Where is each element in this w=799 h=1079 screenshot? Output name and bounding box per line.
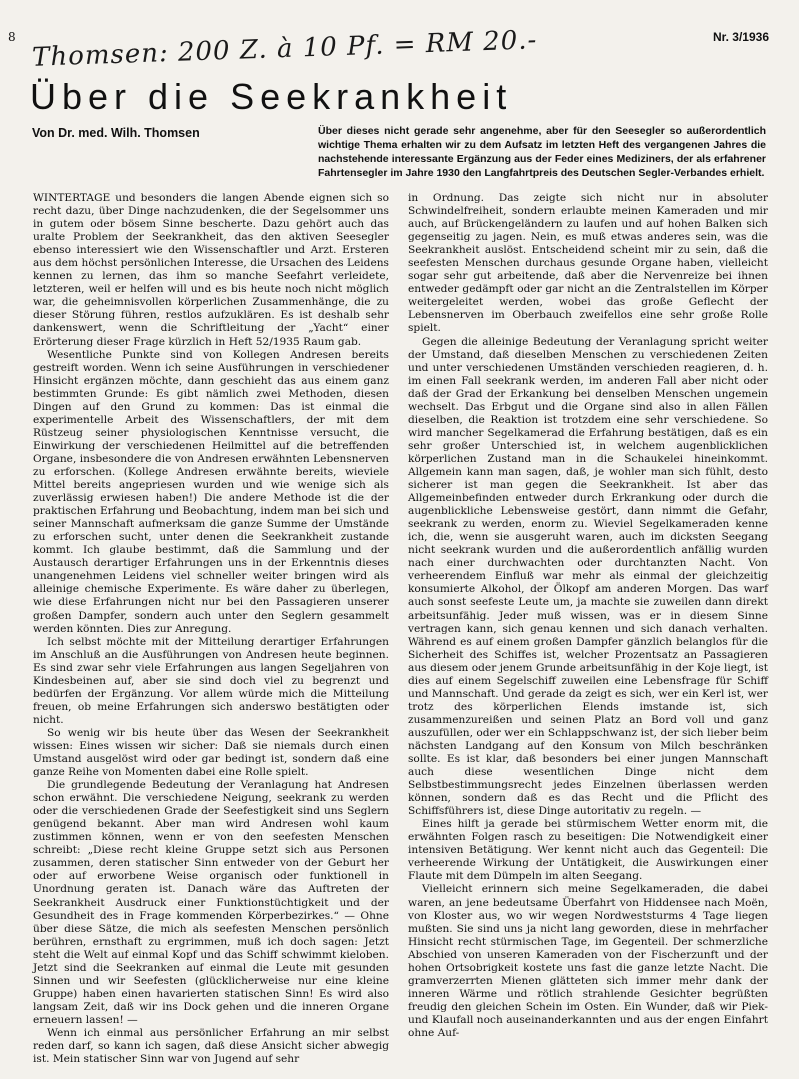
left-column [33,192,389,1066]
paragraph: Ich selbst möchte mit der Mitteilung derartiger Erfahrungen im Anschluß an die Ausführungen von Andresen heute beginnen. Es sind zwar sehr viele Erfahrungen aus langen Segeljahren von Kindesbeinen auf, aber sie sind doch viel zu begrenzt und bedürfen der Ergänzung. Vor allem würde mich die Mitteilung freuen, ob meine Erfahrungen sich anderswo bestätigten oder nicht. [33,635,389,726]
issue-number: Nr. 3/1936 [712,30,769,44]
article-author: Von Dr. med. Wilh. Thomsen [32,126,200,140]
paragraph: So wenig wir bis heute über das Wesen der Seekrankheit wissen: Eines wissen wir sicher: Daß sie niemals durch einen Umstand ausgelöst wird oder gar bedingt ist, sondern daß eine ganze Reihe von Momenten dabei eine Rolle spielt. [33,726,389,779]
article-intro: Über dieses nicht gerade sehr angenehme, aber für den Seesegler so außerordentlich wichtige Thema erhalten wir zu dem Aufsatz im letzten Heft des vergangenen Jahres die nachstehende interessante Ergänzung aus der Feder eines Mediziners, der als erfahrener Fahrtensegler im Jahre 1930 den Langfahrtpreis des Deutschen Segler-Verbandes erhielt. [318,125,766,179]
paragraph: Vielleicht erinnern sich meine Segelkameraden, die dabei waren, an jene bedeutsame Überfahrt von Hiddensee nach Moën, von Kloster aus, wo wir wegen Nordweststurms 4 Tage liegen mußten. Sie sind uns ja nicht lang geworden, diese in mehrfacher Hinsicht recht stürmischen Tage, im Gegenteil. Der schmerzliche Abschied von unseren Kameraden von der Fischerzunft und der hohen Ortsobrigkeit kostete uns fast die ganze letzte Nacht. Die gramverzerrten Mienen glätteten sich immer mehr dank der inneren Wärme und rötlich strahlende Gesichter begrüßten freudig den gleichen Schein im Osten. Ein Wunder, daß wir Piek- und Klaufall noch auseinanderkannten und aus der engen Einfahrt ohne Auf- [408,883,768,1039]
paragraph: Wenn ich einmal aus persönlicher Erfahrung an mir selbst reden darf, so kann ich sagen, daß diese Ansicht sicher abwegig ist. Mein statischer Sinn war von Jugend auf sehr [33,1027,389,1066]
paragraph: in Ordnung. Das zeigte sich nicht nur in absoluter Schwindelfreiheit, sondern erlaubte meinen Kameraden und mir auch, auf Brückengeländern zu laufen und auf hohen Balken sich gegenseitig zu jagen. Nein, es muß etwas anderes sein, was die Seekrankheit auslöst. Entscheidend scheint mir zu sein, daß die seefesten Menschen durchaus gesunde Organe haben, vielleicht sogar sehr gut arbeitende, daß aber die Nervenreize bei ihnen entweder gedämpft oder gar nicht an die Zentralstellen im Körper weitergeleitet werden, wobei das große Geflecht der Lebensnerven im Oberbauch zweifellos eine sehr große Rolle spielt. [408,192,768,335]
paragraph: Die grundlegende Bedeutung der Veranlagung hat Andresen schon erwähnt. Die verschiedene Neigung, seekrank zu werden oder die verschiedenen Grade der Seefestigkeit sind uns Seglern genügend bekannt. Aber man wird Andresen wohl kaum zustimmen können, wenn er von den seefesten Menschen schreibt: „Diese recht kleine Gruppe setzt sich aus Personen zusammen, deren statischer Sinn entweder von der Geburt her oder auf erworbene Weise organisch oder funktionell in Unordnung geraten ist. Danach wäre das Auftreten der Seekrankheit Ausdruck einer Funktionstüchtigkeit und der Gesundheit des in Frage kommenden Körperbezirkes.“ — Ohne über diese Sätze, die mich als seefesten Menschen persönlich berühren, ernsthaft zu ergrimmen, muß ich doch sagen: Jetzt steht die Welt auf einmal Kopf und das Schiff schwimmt kieloben. Jetzt sind die Seekranken auf einmal die Leute mit gesunden Sinnen und wir Seefesten (glücklicherweise nur eine kleine Gruppe) haben einen havarierten statischen Sinn! Es wird also langsam Zeit, daß wir ins Dock gehen und die inneren Organe erneuern lassen! — [33,779,389,1026]
paragraph: Wesentliche Punkte sind von Kollegen Andresen bereits gestreift worden. Wenn ich seine Ausführungen in verschiedener Hinsicht ergänzen möchte, dann geschieht das aus einem ganz bestimmten Grunde: Es gibt nämlich zwei Methoden, diesen Dingen auf den Grund zu kommen: Das ist einmal die experimentelle Arbeit des Wissenschaftlers, der mit dem Rüstzeug seiner physiologischen Kenntnisse versucht, die Einwirkung der verschiedenen Heilmittel auf die betreffenden Organe, insbesondere die von Andresen erwähnten Lebensnerven zu erforschen. (Kollege Andresen erwähnte bereits, wieviele Mittel bereits angepriesen wurden und wie wenige sich als zuverlässig erwiesen haben!) Die andere Methode ist die der praktischen Erfahrung und Beobachtung, indem man bei sich und seiner Mannschaft aufmerksam die ganze Summe der Umstände zu erforschen sucht, unter denen die Seekrankheit zustande kommt. Ich glaube bestimmt, daß die Sammlung und der Austausch derartiger Erfahrungen uns in der Erkenntnis dieses unangenehmen Leidens viel schneller weiter bringen wird als alleinige chemische Experimente. Es wäre daher zu überlegen, wie diese Erfahrungen nicht nur bei den Passagieren unserer großen Dampfer, sondern auch unter den Seglern gesammelt werden könnten. Dies zur Anregung. [33,348,389,635]
article-title: Über die Seekrankheit [30,76,513,117]
page-number: 8 [8,30,16,44]
handwritten-note: Thomsen: 200 Z. à 10 Pf. = RM 20.- [31,25,538,73]
paragraph: WINTERTAGE und besonders die langen Abende eignen sich so recht dazu, über Dinge nachzudenken, die der Segelsommer uns in gutem oder bösem Sinne bescherte. Dazu gehört auch das uralte Problem der Seekrankheit, das den aktiven Seesegler ebenso interessiert wie den Wissenschaftler und Arzt. Ersteren aus dem höchst persönlichen Interesse, die Ursachen des Leidens kennen zu lernen, das ihm so manche Seefahrt verleidete, letzteren, weil er helfen will und es bis heute noch nicht möglich war, die geheimnisvollen körperlichen Zusammenhänge, die zu dieser Störung führen, restlos aufzuklären. Es ist deshalb sehr dankenswert, wenn die Schriftleitung der „Yacht“ einer Erörterung dieser Frage kürzlich in Heft 52/1935 Raum gab. [33,192,389,348]
paragraph: Eines hilft ja gerade bei stürmischem Wetter enorm mit, die erwähnten Folgen rasch zu beseitigen: Die Notwendigkeit einer intensiven Betätigung. Wer kennt nicht auch das Gegenteil: Die verheerende Wirkung der Untätigkeit, die Auswirkungen einer Flaute mit dem Dümpeln im alten Seegang. [408,818,768,883]
paragraph: Gegen die alleinige Bedeutung der Veranlagung spricht weiter der Umstand, daß dieselben Menschen zu verschiedenen Zeiten und unter verschiedenen Umständen verschieden reagieren, d. h. im einen Fall seekrank werden, im anderen Fall aber nicht oder daß der Grad der Erkankung bei denselben Menschen ungemein wechselt. Das Erbgut und die Organe sind also in allen Fällen dieselben, die Reaktion ist trotzdem eine sehr verschiedene. So wird mancher Segelkamerad die Erfahrung bestätigen, daß es ein sehr großer Unterschied ist, in welchem augenblicklichen körperlichen Zustand man in die Schaukelei hineinkommt. Allgemein kann man sagen, daß, je wohler man sich fühlt, desto sicherer ist man gegen die Seekrankheit. Ist aber das Allgemeinbefinden entweder durch Erkrankung oder durch die augenblickliche Lebensweise gestört, dann nimmt die Gefahr, seekrank zu werden, enorm zu. Wieviel Segelkameraden kenne ich, die, wenn sie ausgeruht waren, auch im dicksten Seegang nicht seekrank wurden und die außerordentlich anfällig wurden nach einer durchwachten oder durchtanzten Nacht. Von verheerendem Einfluß war mehr als einmal der gleichzeitig konsumierte Alkohol, der Ölkopf am anderen Morgen. Das warf auch sonst seefeste Leute um, ja machte sie zuweilen dann direkt arbeitsunfähig. Jeder muß wissen, was er in diesem Sinne vertragen kann, sich genau kennen und sich danach verhalten. Während es auf einem großen Dampfer gänzlich belanglos für die Sicherheit des Schiffes ist, welcher Prozentsatz an Passagieren aus diesem oder jenem Grunde arbeitsunfähig in der Koje liegt, ist dies auf einem Segelschiff zuweilen eine Lebensfrage für Schiff und Mannschaft. Und gerade da zeigt es sich, wer ein Kerl ist, wer trotz des körperlichen Elends imstande ist, sich zusammenzureißen und seinen Platz an Bord voll und ganz auszufüllen, oder wer ein Schlappschwanz ist, der sich lieber beim nächsten Landgang auf den Konsum von Milch beschränken sollte. Es ist klar, daß besonders bei einer jungen Mannschaft auch diese wesentlichen Dinge nicht dem Selbstbestimmungsrecht jedes Einzelnen überlassen werden können, sondern daß es das Recht und die Pflicht des Schiffsführers ist, diese Dinge autoritativ zu regeln. — [408,335,768,818]
right-column [408,192,768,1040]
